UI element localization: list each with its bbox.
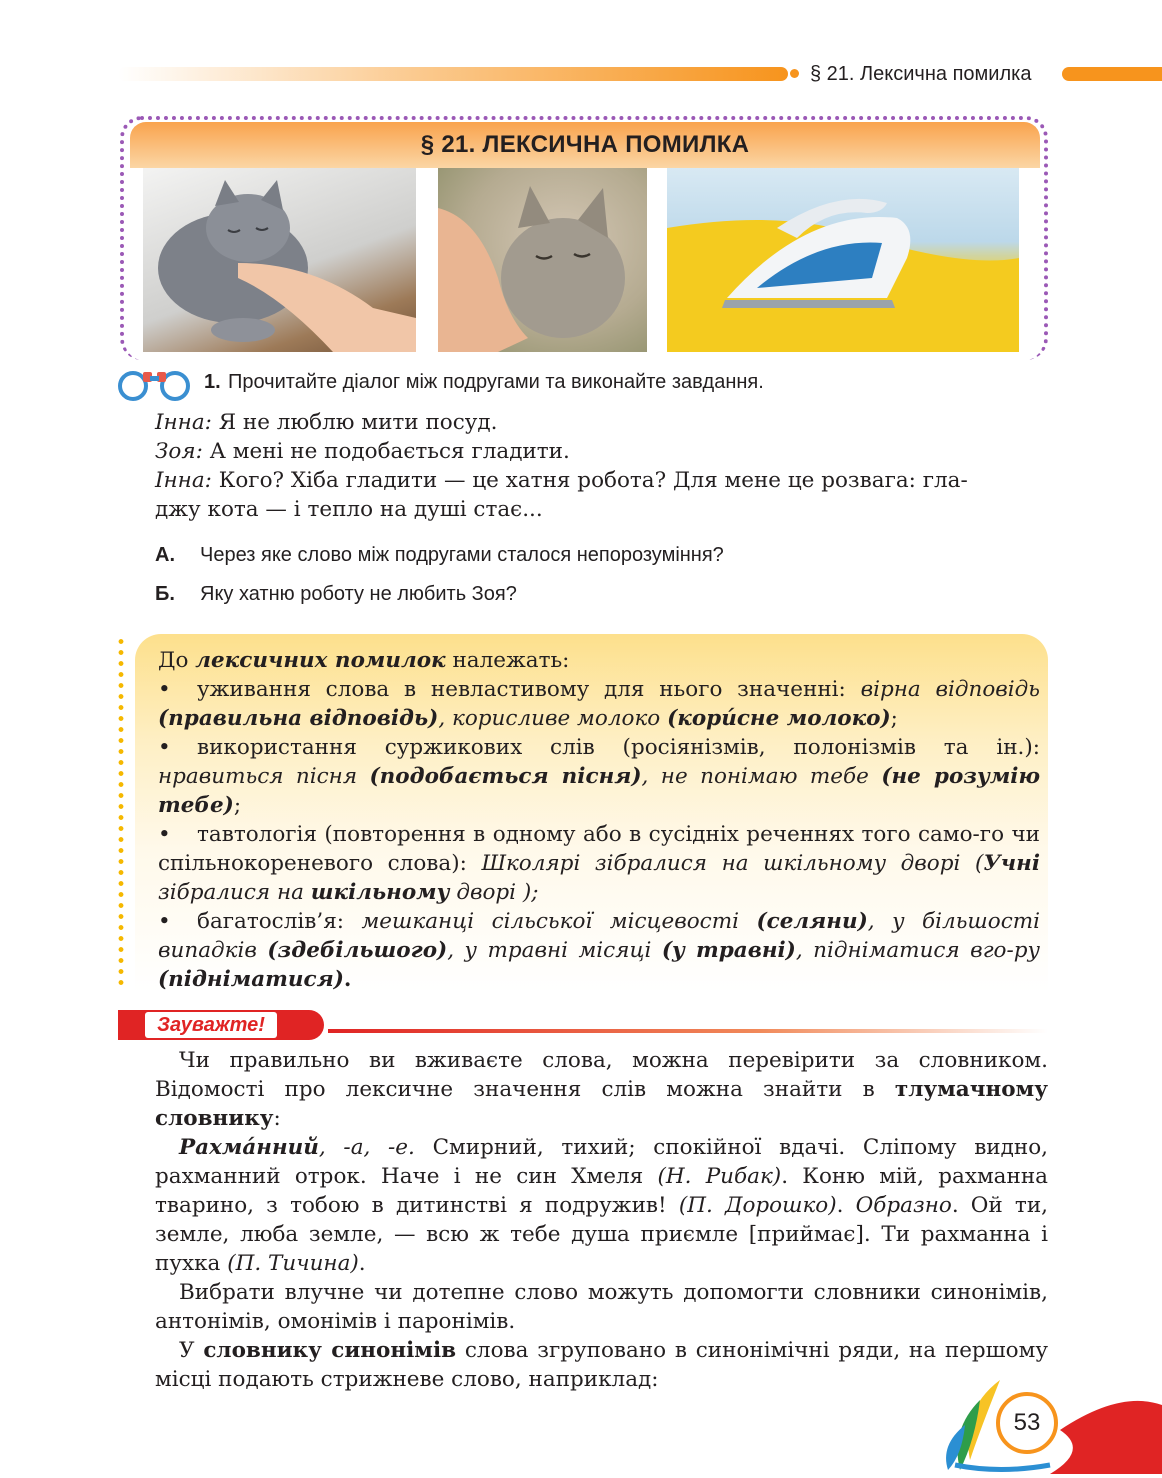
body-paragraph: Чи правильно ви вживаєте слова, можна перевірити за словником. Відомості про лексичне значення слів можна знайти в тлумачному словнику: (155, 1048, 1048, 1131)
dialogue-line: джу кота — і тепло на душі стає... (155, 497, 543, 522)
cat-petted-photo (143, 168, 416, 352)
exercise-instruction: Прочитайте діалог між подругами та виконайте завдання. (228, 371, 764, 393)
page-title: § 21. ЛЕКСИЧНА ПОМИЛКА (420, 131, 750, 158)
header-decor-bar-right (1062, 67, 1162, 81)
dialogue-line: Зоя: А мені не подобається гладити. (155, 439, 570, 464)
rule-text: До лексичних помилок належать: • уживання слова в невластивому для нього значенні: вірна відповідь (правильна відповідь), корисливе молоко (корúсне молоко); • використання суржикових слів (росіянізмів, полонізмів та ін.): нравиться пісня (подобається пісня), не понімаю тебе (не розумію тебе); • тавтологія (повторення в одному або в сусідніх реченнях того само-го чи спільнокореневого слова): Школярі зібралися на шкільному дворі (Учні зібралися на шкільному дворі ); • багатослів’я: мешканці сільської місцевості (селяни), у більшості випадків (здебільшого), у травні місяці (у травні), підніматися вго-ру (підніматися). (158, 648, 1041, 992)
question-b: Б. Яку хатню роботу не любить Зоя? (155, 583, 517, 605)
question-a: А. Через яке слово між подругами сталося непорозуміння? (155, 544, 724, 566)
page-number: 53 (1013, 1409, 1041, 1436)
exercise-number: 1. (204, 371, 221, 393)
body-text (155, 1046, 1048, 1394)
rule-dotted-border (118, 636, 124, 990)
cat-chin-scratch-photo (438, 168, 647, 352)
binoculars-icon (117, 366, 193, 406)
header-decor-bar (118, 67, 788, 81)
body-paragraph: Вибрати влучне чи дотепне слово можуть допомогти словники синонімів, антонімів, омонімів і паронімів. (155, 1280, 1048, 1334)
dictionary-entry: Рахмáнний, -а, -е. Смирний, тихий; спокійної вдачі. Сліпому видно, рахманний отрок. Наче і не син Хмеля (Н. Рибак). Коню мій, рахманна тварино, з тобою в дитинстві я подружив! (П. Дорошко). Образно. Ой ти, земле, люба земле, — всю ж тебе душа приємле [приймає]. Ти рахманна і пухка (П. Тичина). (155, 1135, 1048, 1276)
running-header: § 21. Лексична помилка (810, 63, 1032, 85)
note-divider (328, 1029, 1048, 1033)
header-bullet-dot (790, 69, 799, 78)
dialogue-line: Інна: Кого? Хіба гладити — це хатня робота? Для мене це розвага: гла- (155, 468, 968, 493)
body-paragraph: У словнику синонімів слова згруповано в синонімічні ряди, на першому місці подають стрижневе слово, наприклад: (155, 1338, 1048, 1392)
dialogue-line: Інна: Я не люблю мити посуд. (155, 410, 498, 435)
iron-on-yellow-shirt-photo (667, 168, 1019, 352)
note-label: Зауважте! (145, 1012, 277, 1038)
